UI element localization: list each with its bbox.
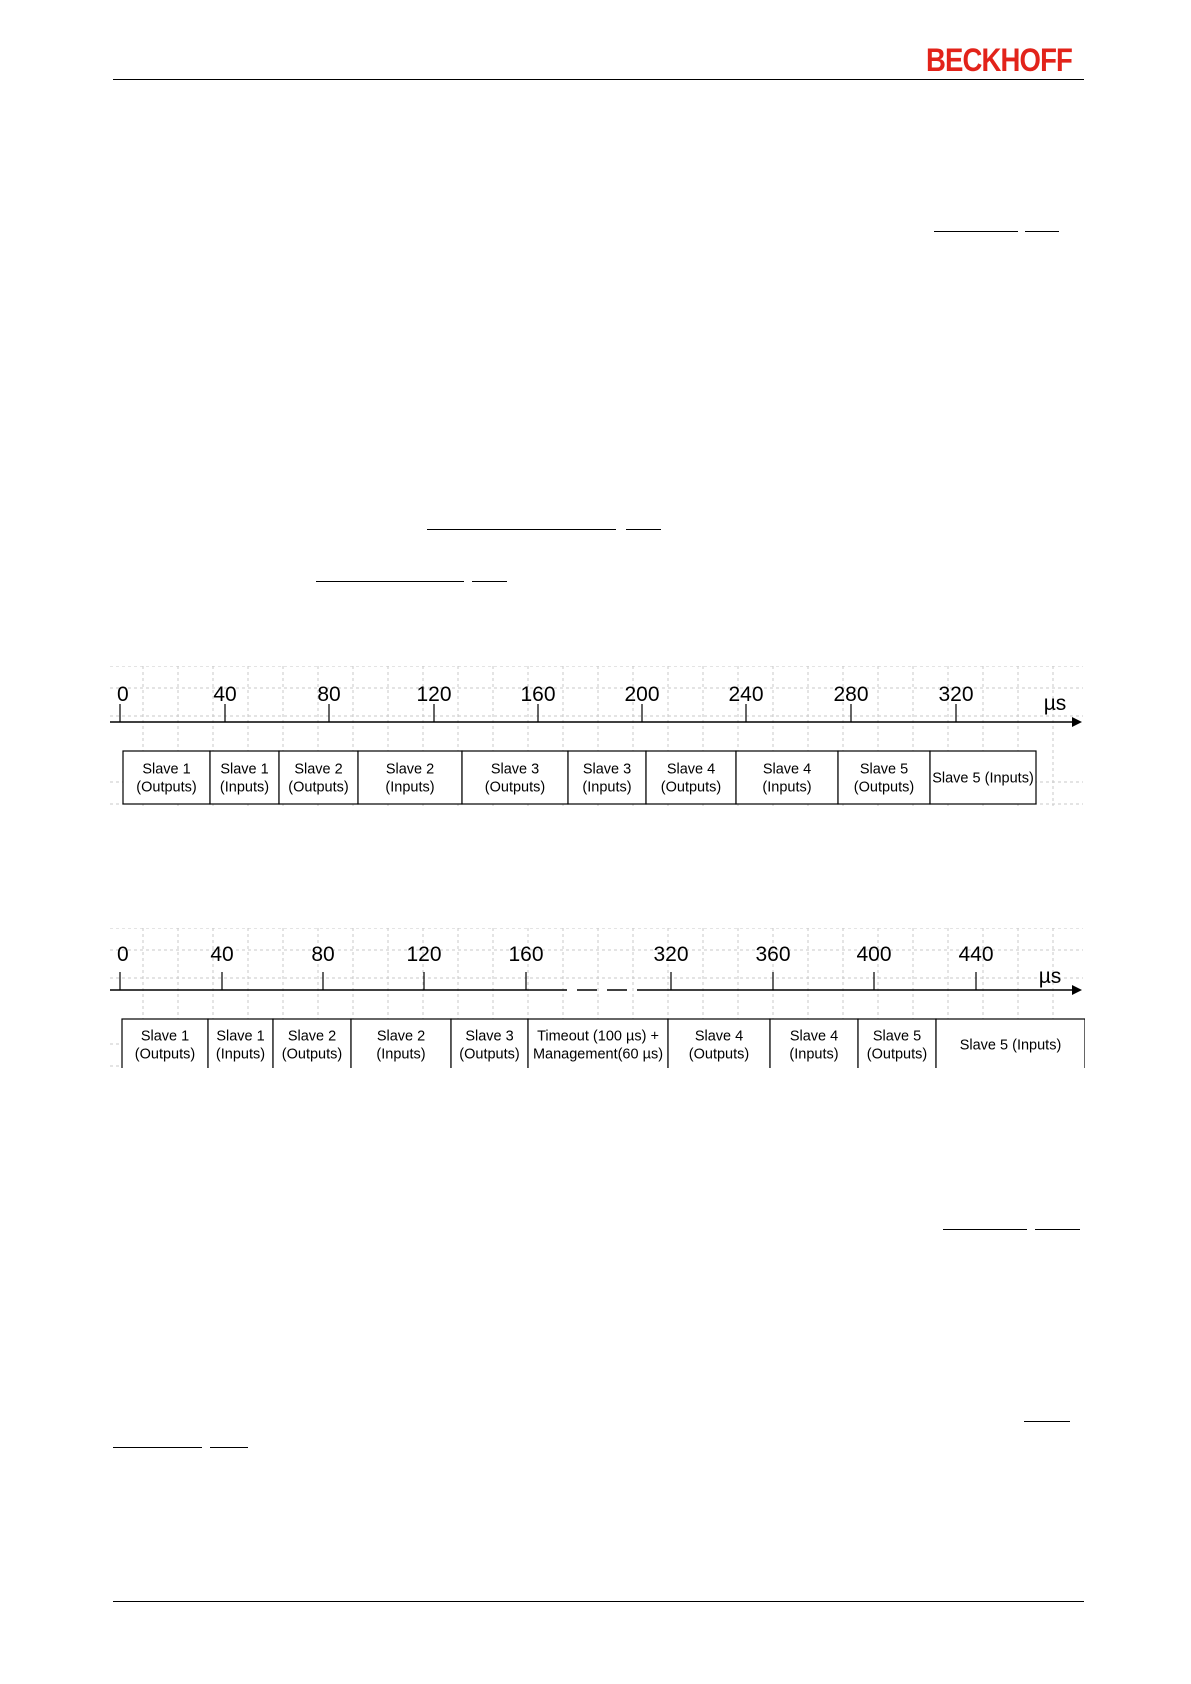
segment-label: Slave 4 (666, 761, 716, 778)
segment-label: (Outputs) (853, 779, 915, 796)
tick-label: 280 (833, 683, 869, 706)
segment-label: (Outputs) (484, 779, 546, 796)
segment-label: (Inputs) (215, 1046, 266, 1063)
segment-label: (Outputs) (281, 1046, 343, 1063)
cross-reference-page-link[interactable] (210, 1447, 248, 1448)
segment-label: Slave 5 (872, 1028, 922, 1045)
axis-unit-label: µs (1043, 692, 1067, 715)
tick-label: 40 (213, 683, 237, 706)
segment-label: Slave 3 (465, 1028, 514, 1045)
segment-label: (Inputs) (376, 1046, 426, 1063)
segment-label: Slave 1 (140, 1028, 190, 1045)
segment-label: (Outputs) (459, 1046, 520, 1063)
segment-label: Slave 3 (490, 761, 540, 778)
tick-label: 400 (856, 943, 892, 966)
slave-segment (210, 751, 279, 804)
header-rule (113, 79, 1084, 80)
tick-label: 120 (416, 683, 452, 706)
slave-segment (568, 751, 646, 804)
axis-arrow-icon (1072, 717, 1082, 727)
slave-segment (462, 751, 568, 804)
tick-label: 160 (520, 683, 556, 706)
segment-label: (Outputs) (660, 779, 722, 796)
axis-arrow-icon (1072, 985, 1082, 995)
slave-segment (279, 751, 358, 804)
tick-label: 40 (210, 943, 234, 966)
segment-label: Slave 5 (Inputs) (959, 1037, 1062, 1054)
footer-rule (113, 1601, 1084, 1602)
cross-reference-link[interactable] (934, 231, 1018, 232)
segment-label: (Outputs) (134, 1046, 196, 1063)
cross-reference-page-link[interactable] (626, 529, 661, 530)
segment-label: (Outputs) (288, 779, 349, 796)
segment-label: Timeout (100 µs) + (537, 1028, 659, 1045)
segment-label: Slave 5 (Inputs) (932, 770, 1034, 787)
timing-diagram-cycle (110, 666, 1085, 806)
cross-reference-page-link[interactable] (1025, 231, 1059, 232)
segment-label: (Outputs) (688, 1046, 750, 1063)
segment-label: (Inputs) (789, 1046, 839, 1063)
segment-label: (Inputs) (582, 779, 632, 796)
slave-segment (358, 751, 462, 804)
segment-label: Slave 2 (294, 761, 343, 778)
tick-label: 320 (938, 683, 974, 706)
cross-reference-link[interactable] (316, 581, 464, 582)
tick-label: 160 (508, 943, 544, 966)
segment-label: (Inputs) (385, 779, 435, 796)
tick-label: 80 (311, 943, 335, 966)
slave-segment (838, 751, 930, 804)
segment-label: Slave 3 (582, 761, 632, 778)
cross-reference-page-link[interactable] (472, 581, 507, 582)
cross-reference-link[interactable] (113, 1447, 202, 1448)
slave-segment (123, 751, 210, 804)
tick-label: 360 (755, 943, 791, 966)
segment-label: (Inputs) (219, 779, 270, 796)
tick-label: 80 (317, 683, 341, 706)
tick-label: 0 (117, 943, 129, 966)
cross-reference-page-link[interactable] (1035, 1229, 1080, 1230)
tick-label: 200 (624, 683, 660, 706)
cross-reference-link[interactable] (427, 529, 616, 530)
segment-label: Slave 2 (376, 1028, 426, 1045)
tick-label: 440 (958, 943, 994, 966)
segment-label: (Outputs) (866, 1046, 928, 1063)
segment-label: Slave 1 (142, 761, 191, 778)
segment-label: Management(60 µs) (532, 1046, 664, 1063)
beckhoff-logo: BECKHOFF (926, 42, 1072, 78)
timing-diagram-timeout (110, 928, 1085, 1068)
segment-label: Slave 2 (385, 761, 435, 778)
segment-label: Slave 1 (220, 761, 269, 778)
cross-reference-link[interactable] (943, 1229, 1027, 1230)
segment-label: Slave 4 (762, 761, 812, 778)
tick-label: 320 (653, 943, 689, 966)
tick-label: 240 (728, 683, 764, 706)
axis-unit-label: µs (1038, 965, 1062, 988)
cross-reference-link[interactable] (1024, 1421, 1070, 1422)
tick-label: 120 (406, 943, 442, 966)
segment-label: Slave 4 (694, 1028, 744, 1045)
segment-label: (Inputs) (762, 779, 812, 796)
tick-label: 0 (117, 683, 129, 706)
segment-label: (Outputs) (136, 779, 197, 796)
slave-segment (646, 751, 736, 804)
segment-label: Slave 2 (287, 1028, 337, 1045)
segment-label: Slave 5 (859, 761, 909, 778)
slave-segment (736, 751, 838, 804)
segment-label: Slave 1 (216, 1028, 265, 1045)
segment-label: Slave 4 (789, 1028, 839, 1045)
